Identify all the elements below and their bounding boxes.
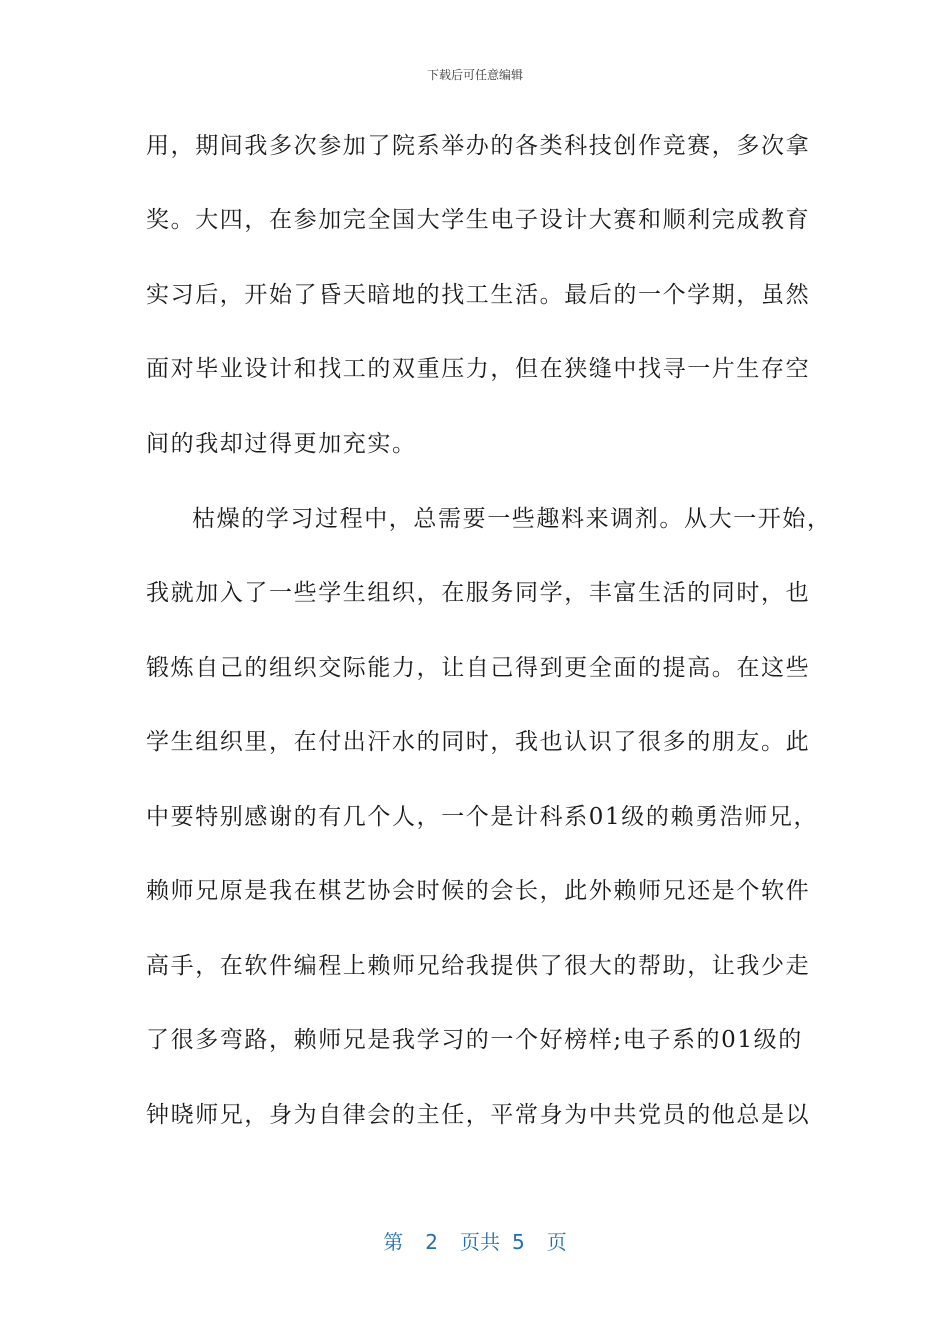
page-total: 5 [512, 1230, 525, 1254]
text-line: 钟晓师兄，身为自律会的主任，平常身为中共党员的他总是以 [146, 1102, 811, 1128]
text-line: 赖师兄原是我在棋艺协会时候的会长，此外赖师兄还是个软件 [146, 878, 811, 904]
text-line: 我就加入了一些学生组织，在服务同学，丰富生活的同时，也 [146, 580, 811, 606]
page-suffix: 页 [546, 1230, 567, 1254]
page-footer [0, 1226, 950, 1255]
text-line: 奖。大四，在参加完全国大学生电子设计大赛和顺利完成教育 [146, 207, 811, 233]
text-line: 高手，在软件编程上赖师兄给我提供了很大的帮助，让我少走 [146, 953, 811, 979]
page-header: 下载后可任意编辑 [426, 68, 523, 82]
paragraph-start-line: 枯燥的学习过程中，总需要一些趣料来调剂。从大一开始， [192, 506, 832, 532]
text-line: 锻炼自己的组织交际能力，让自己得到更全面的提高。在这些 [146, 655, 811, 681]
text-line: 了很多弯路，赖师兄是我学习的一个好榜样;电子系的01级的 [146, 1027, 803, 1053]
page-number: 2 [425, 1230, 438, 1254]
page-mid: 页共 [460, 1230, 500, 1254]
text-line: 面对毕业设计和找工的双重压力，但在狭缝中找寻一片生存空 [146, 356, 811, 382]
page-prefix: 第 [383, 1230, 404, 1254]
text-line: 实习后，开始了昏天暗地的找工生活。最后的一个学期，虽然 [146, 282, 811, 308]
text-line: 中要特别感谢的有几个人，一个是计科系01级的赖勇浩师兄， [146, 804, 819, 830]
text-line: 学生组织里，在付出汗水的同时，我也认识了很多的朋友。此 [146, 729, 811, 755]
text-line: 用，期间我多次参加了院系举办的各类科技创作竞赛，多次拿 [146, 133, 811, 159]
text-line: 间的我却过得更加充实。 [146, 431, 417, 457]
